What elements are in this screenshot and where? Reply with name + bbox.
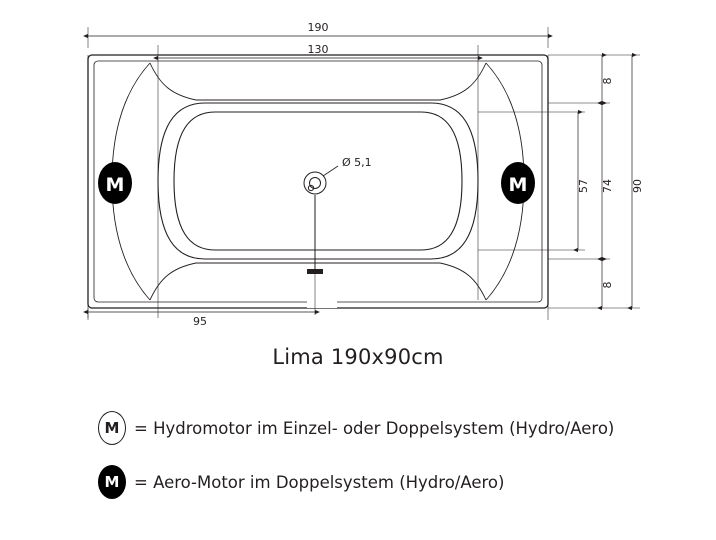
motor-left bbox=[98, 162, 132, 204]
label-left-offset: 95 bbox=[193, 315, 207, 328]
legend-item-aeromotor bbox=[98, 465, 504, 499]
svg-text:M: M bbox=[508, 174, 528, 196]
motor-right bbox=[501, 162, 535, 204]
label-overall-width: 90 bbox=[631, 179, 644, 193]
label-drain-diameter: Ø 5,1 bbox=[342, 156, 372, 169]
label-edge-top: 8 bbox=[601, 77, 614, 85]
aeromotor-badge-icon: M bbox=[98, 465, 126, 499]
page-title: Lima 190x90cm bbox=[272, 345, 444, 369]
label-basin-width: 57 bbox=[577, 179, 590, 193]
hydromotor-badge-icon: M bbox=[98, 411, 126, 445]
label-overall-length: 190 bbox=[307, 21, 329, 34]
label-edge-bottom: 8 bbox=[601, 281, 614, 289]
legend-hydromotor-label: = Hydromotor im Einzel- oder Doppelsystem (Hydro/Aero) bbox=[134, 418, 615, 438]
legend-item-hydromotor bbox=[98, 411, 614, 445]
svg-text:M: M bbox=[105, 174, 125, 196]
label-inner-width: 74 bbox=[601, 179, 614, 193]
label-inner-length: 130 bbox=[307, 43, 329, 56]
legend-aeromotor-label: = Aero-Motor im Doppelsystem (Hydro/Aero) bbox=[134, 472, 505, 492]
